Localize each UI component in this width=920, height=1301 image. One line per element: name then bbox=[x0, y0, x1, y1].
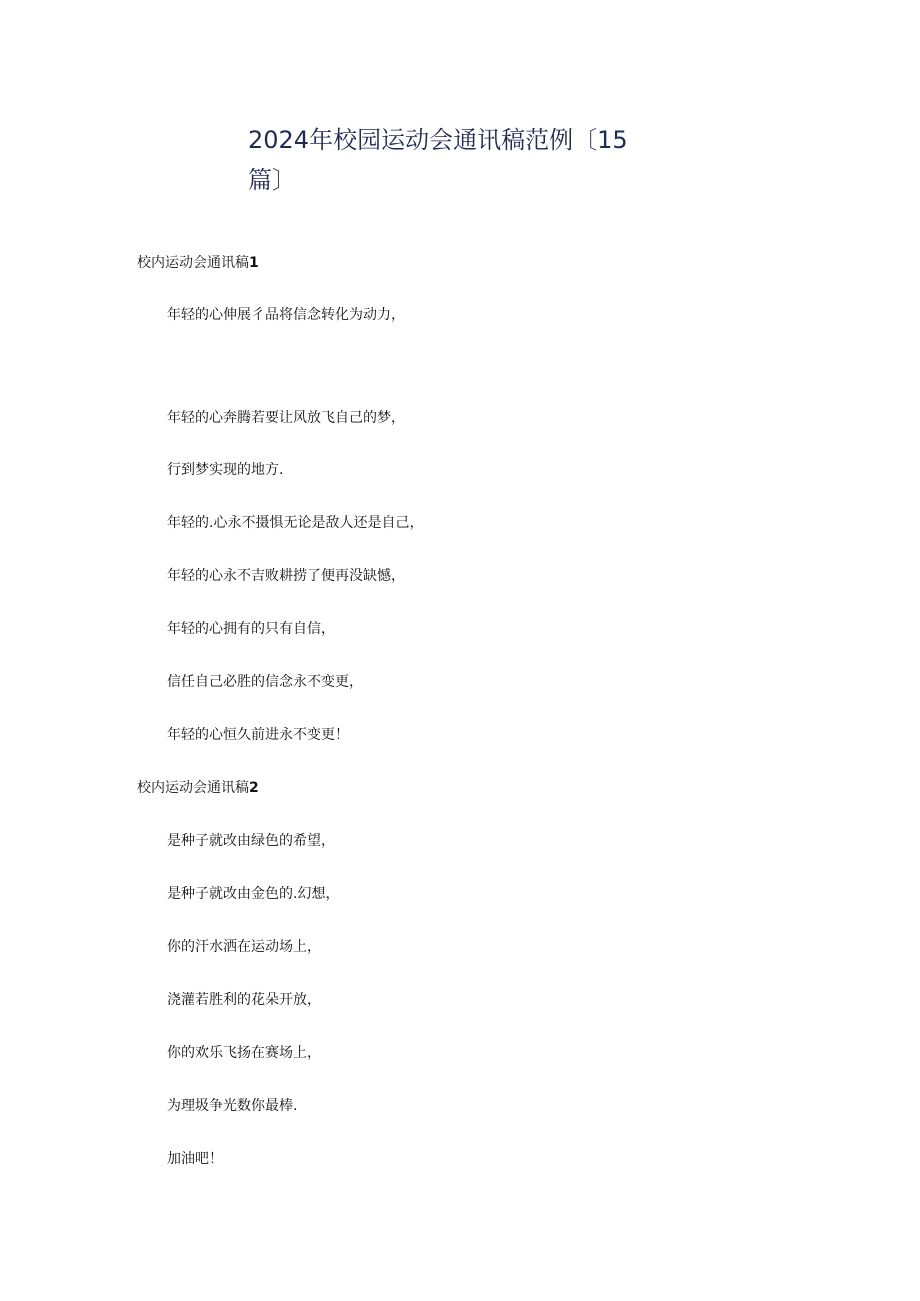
section-heading-number: 1 bbox=[249, 255, 259, 271]
poem-line: 年轻的心永不吉败耕捞了便再没缺憾， bbox=[167, 568, 405, 584]
title-line-1: 2024年校园运动会通讯稿范例〔15 bbox=[248, 126, 628, 154]
poem-line: 是种子就改由绿色的希望， bbox=[167, 833, 335, 849]
section-heading bbox=[137, 777, 259, 797]
poem-line: 浇灌若胜利的花朵开放， bbox=[167, 992, 321, 1008]
poem-line: 年轻的心伸展彳品将信念转化为动力， bbox=[167, 307, 405, 323]
document-title bbox=[248, 120, 668, 200]
poem-line: 加油吧！ bbox=[167, 1151, 223, 1167]
poem-line: 年轻的心奔腾若要让风放飞自己的梦， bbox=[167, 410, 405, 426]
poem-line: 年轻的心恒久前进永不变更！ bbox=[167, 727, 349, 743]
poem-line: 年轻的心拥有的只有自信， bbox=[167, 621, 335, 637]
section-heading-text: 校内运动会通讯稿 bbox=[137, 255, 249, 271]
section-heading-text: 校内运动会通讯稿 bbox=[137, 780, 249, 796]
poem-line: 年轻的.心永不摄惧无论是敌人还是自己， bbox=[167, 515, 424, 531]
poem-line: 信任自己必胜的信念永不变更， bbox=[167, 674, 363, 690]
poem-line: 你的欢乐飞扬在赛场上， bbox=[167, 1045, 321, 1061]
title-line-2: 篇〕 bbox=[248, 166, 296, 194]
poem-line: 为理圾争光数你最棒. bbox=[167, 1098, 298, 1114]
section-heading bbox=[137, 252, 259, 272]
poem-line: 你的汗水洒在运动场上， bbox=[167, 939, 321, 955]
poem-line: 行到梦实现的地方. bbox=[167, 462, 284, 478]
section-heading-number: 2 bbox=[249, 780, 259, 796]
poem-line: 是种子就改由金色的.幻想， bbox=[167, 886, 340, 902]
